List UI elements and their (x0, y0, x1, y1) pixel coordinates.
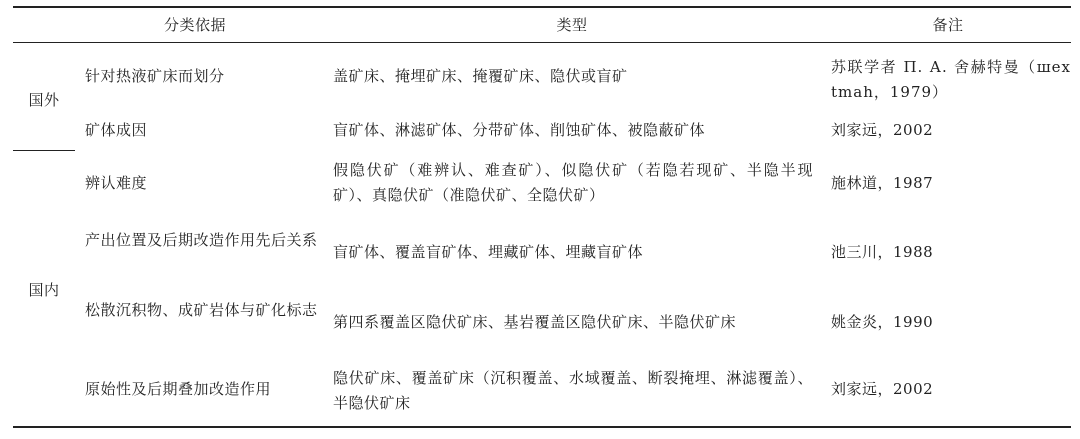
row-3-type: 假隐伏矿（难辨认、难查矿）、似隐伏矿（若隐若现矿、半隐半现矿）、真隐伏矿（准隐伏矿、全隐伏矿） (333, 161, 813, 204)
row-4-note: 池三川，1988 (831, 243, 934, 261)
row-3-note: 施林道，1987 (831, 174, 934, 192)
row-5-basis: 松散沉积物、成矿岩体与矿化标志 (85, 301, 318, 319)
row-6-basis: 原始性及后期叠加改造作用 (85, 380, 272, 398)
row-2-type: 盲矿体、淋滤矿体、分带矿体、削蚀矿体、被隐蔽矿体 (333, 121, 706, 139)
table-top-rule (13, 6, 1071, 8)
row-6-type: 隐伏矿床、覆盖矿床（沉积覆盖、水域覆盖、断裂掩埋、淋滤覆盖）、半隐伏矿床 (333, 369, 813, 412)
row-1-basis: 针对热液矿床而划分 (85, 67, 225, 85)
region-foreign: 国外 (28, 91, 60, 109)
row-6-note: 刘家远，2002 (831, 380, 934, 398)
region-domestic: 国内 (28, 281, 60, 299)
row-1-type: 盖矿床、掩埋矿床、掩覆矿床、隐伏或盲矿 (333, 67, 628, 85)
row-2-note: 刘家远，2002 (831, 121, 934, 139)
row-5-note: 姚金炎，1990 (831, 313, 934, 331)
region-divider-rule (13, 150, 75, 151)
row-1-note: 苏联学者 П. А. 舍赫特曼（шextmah，1979） (831, 58, 1071, 101)
row-4-basis: 产出位置及后期改造作用先后关系 (85, 231, 318, 249)
header-basis: 分类依据 (163, 16, 226, 34)
classification-table (13, 6, 1071, 431)
table-bottom-rule (13, 426, 1071, 428)
row-3-basis: 辨认难度 (85, 174, 148, 192)
row-4-type: 盲矿体、覆盖盲矿体、埋藏矿体、埋藏盲矿体 (333, 243, 644, 261)
table-header-rule (13, 42, 1071, 43)
row-2-basis: 矿体成因 (85, 121, 148, 139)
row-5-type: 第四系覆盖区隐伏矿床、基岩覆盖区隐伏矿床、半隐伏矿床 (333, 313, 737, 331)
header-type: 类型 (556, 16, 588, 34)
header-note: 备注 (932, 16, 964, 34)
